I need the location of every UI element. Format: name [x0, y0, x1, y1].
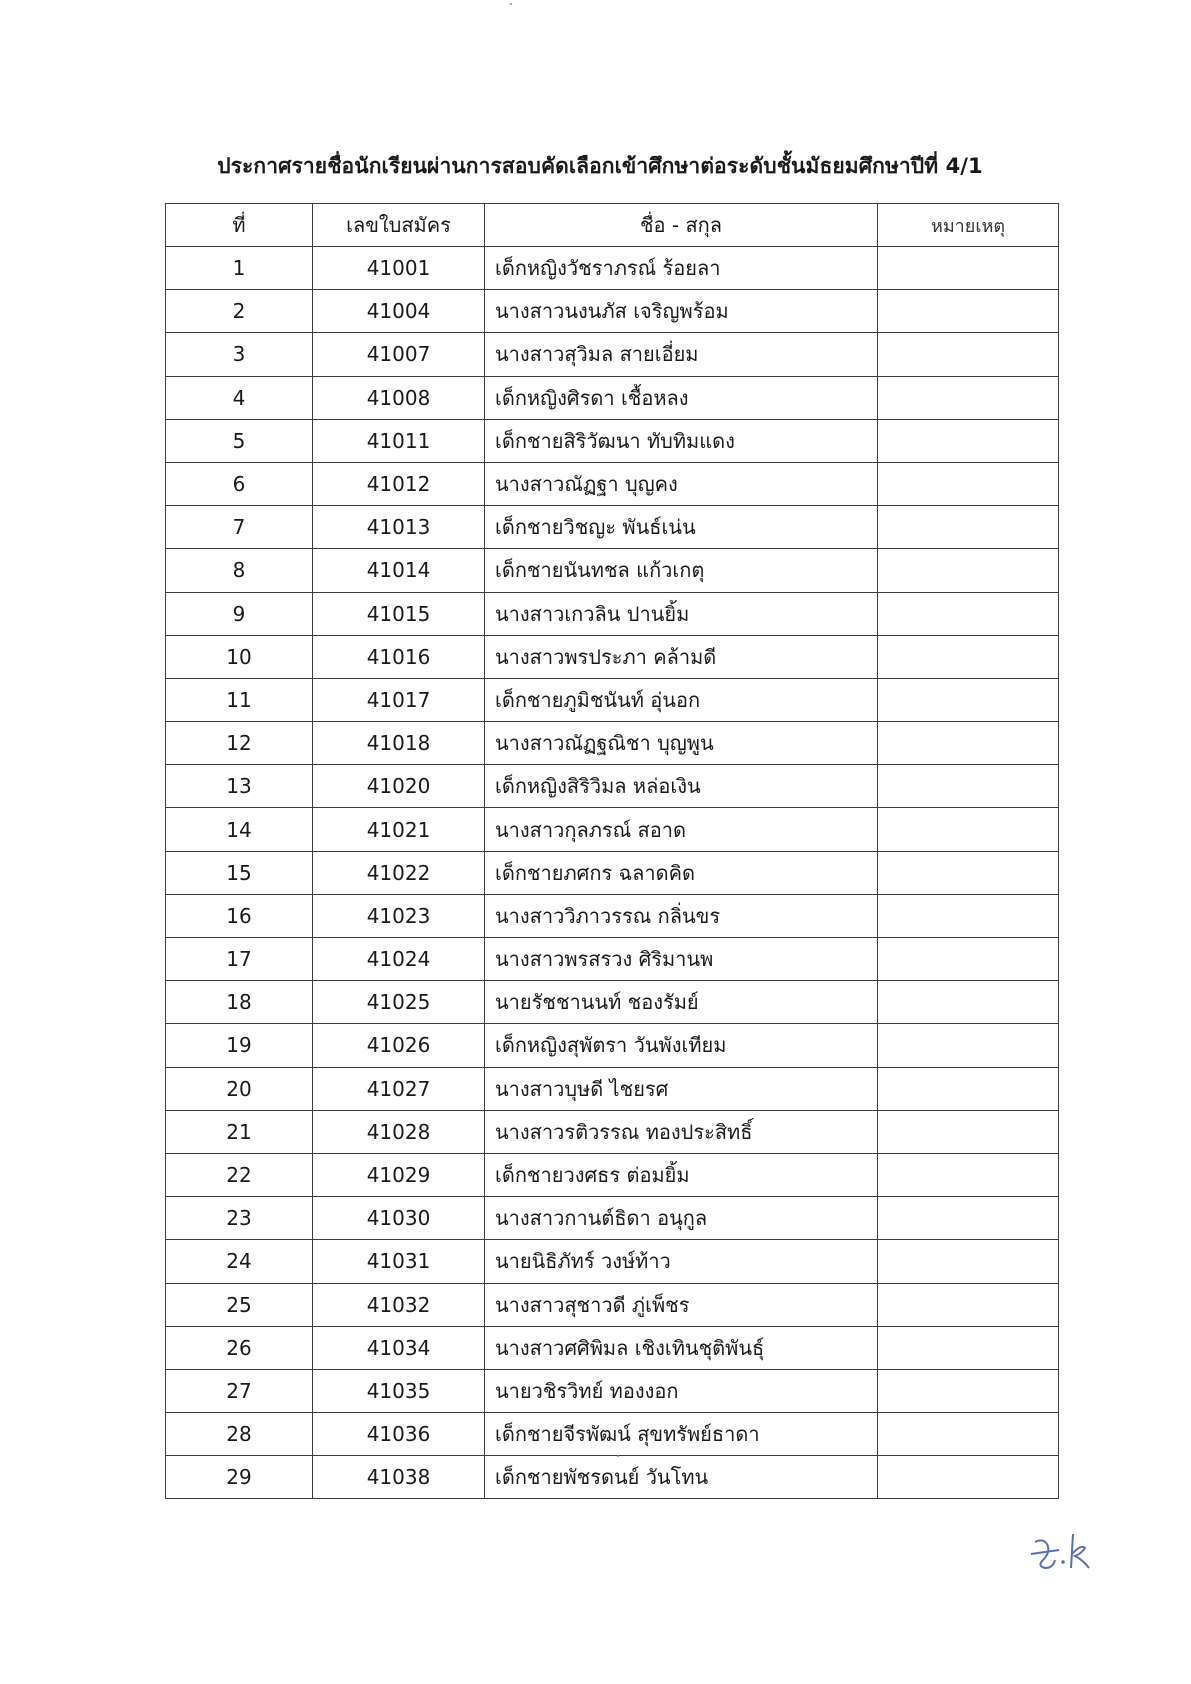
cell-name: นางสาวพรประภา คล้ามดี: [485, 635, 878, 678]
table-row: [166, 1067, 1059, 1110]
table-row: [166, 722, 1059, 765]
cell-name: เด็กชายภศกร ฉลาดคิด: [485, 851, 878, 894]
cell-name: นายรัชชานนท์ ชองรัมย์: [485, 981, 878, 1024]
cell-note: [878, 722, 1059, 765]
table-row: [166, 592, 1059, 635]
cell-application: 41013: [313, 506, 485, 549]
cell-note: [878, 938, 1059, 981]
cell-note: [878, 1456, 1059, 1499]
cell-application: 41008: [313, 376, 485, 419]
cell-name: เด็กชายพัชรดนย์ วันโทน: [485, 1456, 878, 1499]
cell-application: 41030: [313, 1197, 485, 1240]
table-row: [166, 1024, 1059, 1067]
cell-no: 4: [166, 376, 313, 419]
cell-note: [878, 1413, 1059, 1456]
cell-no: 3: [166, 333, 313, 376]
cell-name: นายวชิรวิทย์ ทองงอก: [485, 1369, 878, 1412]
cell-application: 41001: [313, 247, 485, 290]
cell-name: นางสาวศศิพิมล เชิงเทินชุติพันธุ์: [485, 1326, 878, 1369]
cell-application: 41036: [313, 1413, 485, 1456]
cell-note: [878, 894, 1059, 937]
cell-application: 41024: [313, 938, 485, 981]
cell-name: เด็กชายภูมิชนันท์ อุ่นอก: [485, 678, 878, 721]
cell-note: [878, 333, 1059, 376]
page-title: ประกาศรายชื่อนักเรียนผ่านการสอบคัดเลือกเข้าศึกษาต่อระดับชั้นมัธยมศึกษาปีที่ 4/1: [217, 154, 983, 178]
cell-note: [878, 290, 1059, 333]
header-note: หมายเหตุ: [878, 204, 1059, 247]
table-row: [166, 1240, 1059, 1283]
cell-name: นางสาวณัฏฐา บุญคง: [485, 462, 878, 505]
table-row: [166, 1153, 1059, 1196]
cell-application: 41011: [313, 419, 485, 462]
cell-no: 20: [166, 1067, 313, 1110]
cell-application: 41017: [313, 678, 485, 721]
cell-note: [878, 1326, 1059, 1369]
cell-no: 23: [166, 1197, 313, 1240]
header-name: ชื่อ - สกุล: [485, 204, 878, 247]
cell-application: 41007: [313, 333, 485, 376]
cell-note: [878, 1283, 1059, 1326]
cell-note: [878, 851, 1059, 894]
cell-no: 25: [166, 1283, 313, 1326]
table-row: [166, 1369, 1059, 1412]
table-row: [166, 462, 1059, 505]
cell-application: 41031: [313, 1240, 485, 1283]
cell-application: 41023: [313, 894, 485, 937]
cell-note: [878, 1197, 1059, 1240]
cell-no: 10: [166, 635, 313, 678]
cell-no: 12: [166, 722, 313, 765]
cell-no: 18: [166, 981, 313, 1024]
header-application: เลขใบสมัคร: [313, 204, 485, 247]
cell-no: 26: [166, 1326, 313, 1369]
cell-note: [878, 808, 1059, 851]
cell-application: 41026: [313, 1024, 485, 1067]
cell-no: 22: [166, 1153, 313, 1196]
cell-application: 41038: [313, 1456, 485, 1499]
table-row: [166, 808, 1059, 851]
table-row: [166, 1283, 1059, 1326]
table-row: [166, 1110, 1059, 1153]
cell-application: 41032: [313, 1283, 485, 1326]
table-row: [166, 506, 1059, 549]
table-row: [166, 333, 1059, 376]
cell-no: 15: [166, 851, 313, 894]
cell-application: 41035: [313, 1369, 485, 1412]
cell-no: 28: [166, 1413, 313, 1456]
cell-application: 41014: [313, 549, 485, 592]
cell-name: นางสาวกานต์ธิดา อนุกูล: [485, 1197, 878, 1240]
table-body: [166, 247, 1059, 1499]
cell-note: [878, 376, 1059, 419]
cell-no: 1: [166, 247, 313, 290]
table-row: [166, 635, 1059, 678]
cell-name: นางสาวสุชาวดี ภู่เพ็ชร: [485, 1283, 878, 1326]
cell-name: นางสาวสุวิมล สายเอี่ยม: [485, 333, 878, 376]
cell-application: 41022: [313, 851, 485, 894]
cell-no: 14: [166, 808, 313, 851]
cell-no: 24: [166, 1240, 313, 1283]
cell-name: เด็กหญิงวัชราภรณ์ ร้อยลา: [485, 247, 878, 290]
cell-application: 41025: [313, 981, 485, 1024]
cell-note: [878, 549, 1059, 592]
cell-application: 41020: [313, 765, 485, 808]
table-row: [166, 678, 1059, 721]
table-row: [166, 1456, 1059, 1499]
cell-name: เด็กชายนันทชล แก้วเกตุ: [485, 549, 878, 592]
cell-no: 2: [166, 290, 313, 333]
cell-name: นางสาววิภาวรรณ กลิ่นขร: [485, 894, 878, 937]
table-row: [166, 765, 1059, 808]
cell-no: 7: [166, 506, 313, 549]
table-row: [166, 290, 1059, 333]
cell-note: [878, 765, 1059, 808]
table-row: [166, 938, 1059, 981]
cell-name: เด็กชายสิริวัฒนา ทับทิมแดง: [485, 419, 878, 462]
cell-note: [878, 1153, 1059, 1196]
table-header-row: [166, 204, 1059, 247]
cell-name: เด็กหญิงศิรดา เชื้อหลง: [485, 376, 878, 419]
cell-name: เด็กหญิงสิริวิมล หล่อเงิน: [485, 765, 878, 808]
student-roster-table: [165, 203, 1059, 1499]
cell-application: 41021: [313, 808, 485, 851]
cell-note: [878, 1024, 1059, 1067]
cell-application: 41015: [313, 592, 485, 635]
table-row: [166, 419, 1059, 462]
header-no: ที่: [166, 204, 313, 247]
cell-name: นางสาวบุษดี ไชยรศ: [485, 1067, 878, 1110]
cell-note: [878, 1110, 1059, 1153]
cell-application: 41016: [313, 635, 485, 678]
cell-application: 41027: [313, 1067, 485, 1110]
cell-name: เด็กชายจีรพัฒน์ สุขทรัพย์ธาดา: [485, 1413, 878, 1456]
table-row: [166, 247, 1059, 290]
table-row: [166, 894, 1059, 937]
cell-application: 41028: [313, 1110, 485, 1153]
cell-no: 16: [166, 894, 313, 937]
cell-application: 41029: [313, 1153, 485, 1196]
cell-note: [878, 1369, 1059, 1412]
cell-application: 41012: [313, 462, 485, 505]
cell-note: [878, 462, 1059, 505]
cell-name: นางสาวรติวรรณ ทองประสิทธิ์: [485, 1110, 878, 1153]
cell-no: 11: [166, 678, 313, 721]
cell-application: 41004: [313, 290, 485, 333]
cell-no: 13: [166, 765, 313, 808]
cell-name: นางสาวนงนภัส เจริญพร้อม: [485, 290, 878, 333]
cell-note: [878, 592, 1059, 635]
cell-name: เด็กหญิงสุพัตรา วันพังเทียม: [485, 1024, 878, 1067]
cell-name: นายนิธิภัทร์ วงษ์ท้าว: [485, 1240, 878, 1283]
cell-name: นางสาวกุลภรณ์ สอาด: [485, 808, 878, 851]
cell-application: 41034: [313, 1326, 485, 1369]
signature-mark: [1025, 1520, 1105, 1580]
cell-note: [878, 419, 1059, 462]
cell-note: [878, 247, 1059, 290]
cell-no: 9: [166, 592, 313, 635]
cell-note: [878, 678, 1059, 721]
cell-name: นางสาวณัฏฐณิชา บุญพูน: [485, 722, 878, 765]
cell-note: [878, 1240, 1059, 1283]
cell-no: 29: [166, 1456, 313, 1499]
table-row: [166, 549, 1059, 592]
cell-no: 27: [166, 1369, 313, 1412]
cell-application: 41018: [313, 722, 485, 765]
cell-no: 8: [166, 549, 313, 592]
cell-no: 21: [166, 1110, 313, 1153]
table-row: [166, 376, 1059, 419]
cell-name: เด็กชายวงศธร ต่อมยิ้ม: [485, 1153, 878, 1196]
cell-no: 5: [166, 419, 313, 462]
cell-note: [878, 1067, 1059, 1110]
cell-note: [878, 981, 1059, 1024]
cell-no: 17: [166, 938, 313, 981]
cell-note: [878, 635, 1059, 678]
scan-speck: [510, 3, 512, 5]
cell-note: [878, 506, 1059, 549]
table-row: [166, 1197, 1059, 1240]
table-row: [166, 851, 1059, 894]
table-row: [166, 1413, 1059, 1456]
table-row: [166, 1326, 1059, 1369]
cell-no: 19: [166, 1024, 313, 1067]
scan-speck: [617, 1455, 619, 1457]
cell-name: เด็กชายวิชญะ พันธ์เน่น: [485, 506, 878, 549]
cell-name: นางสาวพรสรวง ศิริมานพ: [485, 938, 878, 981]
table-row: [166, 981, 1059, 1024]
cell-name: นางสาวเกวลิน ปานยิ้ม: [485, 592, 878, 635]
cell-no: 6: [166, 462, 313, 505]
